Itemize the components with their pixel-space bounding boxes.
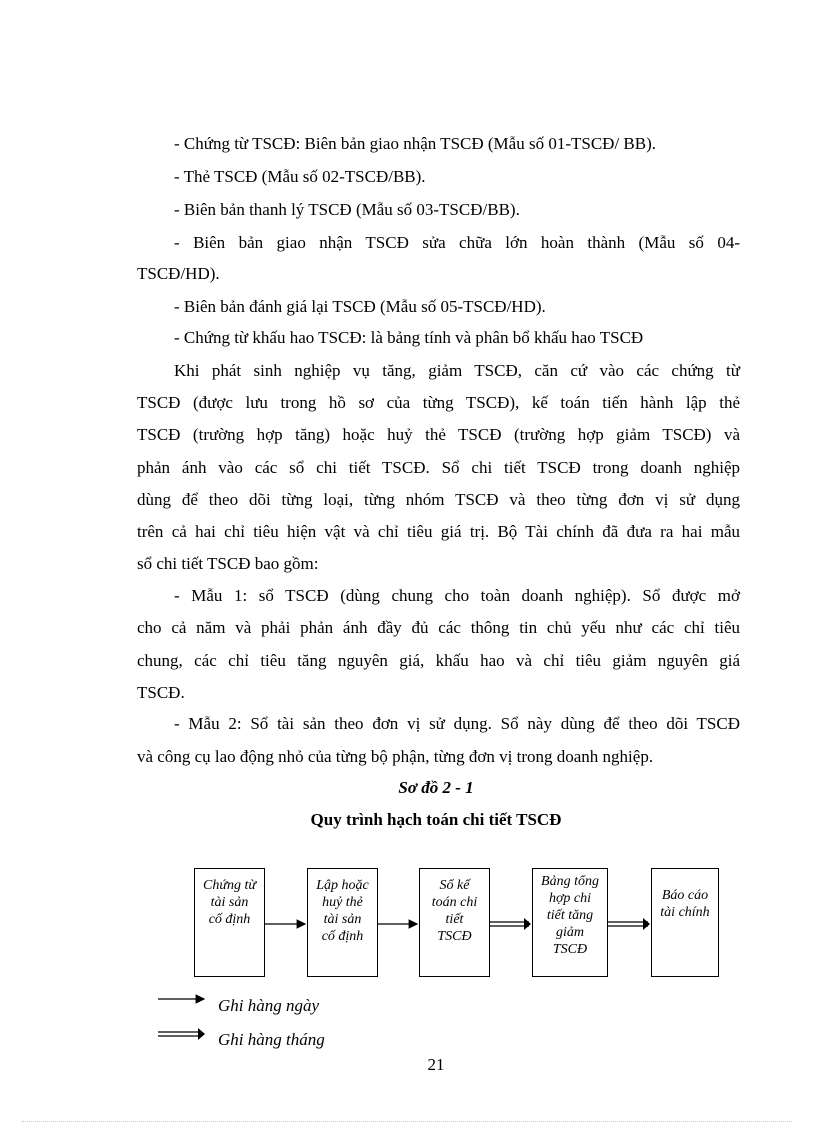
box-line: tiết tăng: [546, 908, 594, 923]
arrow-monthly-1-head: [524, 918, 531, 930]
line-18: TSCĐ.: [137, 683, 185, 702]
line-2: - Thẻ TSCĐ (Mẫu số 02-TSCĐ/BB).: [174, 167, 426, 186]
line-20: và công cụ lao động nhỏ của từng bộ phận, từng đơn vị trong doanh nghiệp.: [137, 747, 654, 766]
box-line: huỷ thẻ: [322, 895, 363, 910]
line-12: dùng để theo dõi từng loại, từng nhóm TSCĐ và theo từng đơn vị sử dụng: [137, 490, 740, 509]
box-line: toán chi: [431, 895, 478, 910]
box-line: cố định: [208, 912, 251, 927]
legend-arrow-monthly-head: [198, 1028, 205, 1040]
box-line: cố định: [321, 929, 364, 944]
box-line: giảm: [555, 925, 584, 940]
line-11: phản ánh vào các sổ chi tiết TSCĐ. Sổ chi tiết TSCĐ trong doanh nghiệp: [137, 458, 740, 477]
page-number: 21: [427, 1055, 445, 1074]
diagram-title: Quy trình hạch toán chi tiết TSCĐ: [310, 810, 562, 829]
diagram-label: Sơ đồ 2 - 1: [398, 778, 474, 797]
line-8: Khi phát sinh nghiệp vụ tăng, giảm TSCĐ, căn cứ vào các chứng từ: [174, 361, 740, 380]
line-1: - Chứng từ TSCĐ: Biên bản giao nhận TSCĐ (Mẫu số 01-TSCĐ/ BB).: [174, 134, 657, 153]
box-line: tài sản: [210, 895, 249, 910]
box-line: Chứng từ: [203, 878, 256, 893]
box-line: Báo cáo: [661, 888, 709, 903]
box-line: tiết: [445, 912, 464, 927]
line-7: - Chứng từ khấu hao TSCĐ: là bảng tính và phân bổ khấu hao TSCĐ: [174, 328, 644, 347]
box-line: TSCĐ: [437, 929, 472, 944]
box-line: Sổ kế: [439, 878, 470, 893]
line-9: TSCĐ (được lưu trong hồ sơ của từng TSCĐ), kế toán tiến hành lập thẻ: [137, 393, 740, 412]
legend-daily: Ghi hàng ngày: [218, 996, 320, 1015]
box-line: tài sản: [323, 912, 362, 927]
line-17: chung, các chỉ tiêu tăng nguyên giá, khấu hao và chỉ tiêu giảm nguyên giá: [137, 651, 740, 670]
line-5: TSCĐ/HD).: [137, 264, 220, 283]
bottom-rule: [22, 1121, 792, 1122]
line-19: - Mẫu 2: Sổ tài sản theo đơn vị sử dụng. Sổ này dùng để theo dõi TSCĐ: [174, 714, 740, 733]
box-line: tài chính: [660, 905, 710, 920]
box-line: TSCĐ: [552, 942, 588, 957]
line-4: - Biên bản giao nhận TSCĐ sửa chữa lớn hoàn thành (Mẫu số 04-: [174, 233, 740, 252]
box-line: Lập hoặc: [316, 878, 369, 893]
box-line: Bảng tổng: [541, 874, 599, 889]
arrow-monthly-2-head: [643, 918, 650, 930]
line-14: sổ chi tiết TSCĐ bao gồm:: [137, 554, 319, 573]
line-6: - Biên bản đánh giá lại TSCĐ (Mẫu số 05-TSCĐ/HD).: [174, 297, 546, 316]
line-10: TSCĐ (trường hợp tăng) hoặc huỷ thẻ TSCĐ (trường hợp giảm TSCĐ) và: [137, 425, 740, 444]
box-line: hợp chi: [548, 891, 592, 906]
line-16: cho cả năm và phải phản ánh đầy đủ các thông tin chủ yếu như các chỉ tiêu: [137, 618, 740, 637]
legend-monthly: Ghi hàng tháng: [218, 1030, 325, 1049]
line-15: - Mẫu 1: sổ TSCĐ (dùng chung cho toàn doanh nghiệp). Sổ được mở: [174, 586, 740, 605]
line-13: trên cả hai chỉ tiêu hiện vật và chỉ tiêu giá trị. Bộ Tài chính đã đưa ra hai mẫu: [137, 522, 740, 541]
line-3: - Biên bản thanh lý TSCĐ (Mẫu số 03-TSCĐ/BB).: [174, 200, 520, 219]
